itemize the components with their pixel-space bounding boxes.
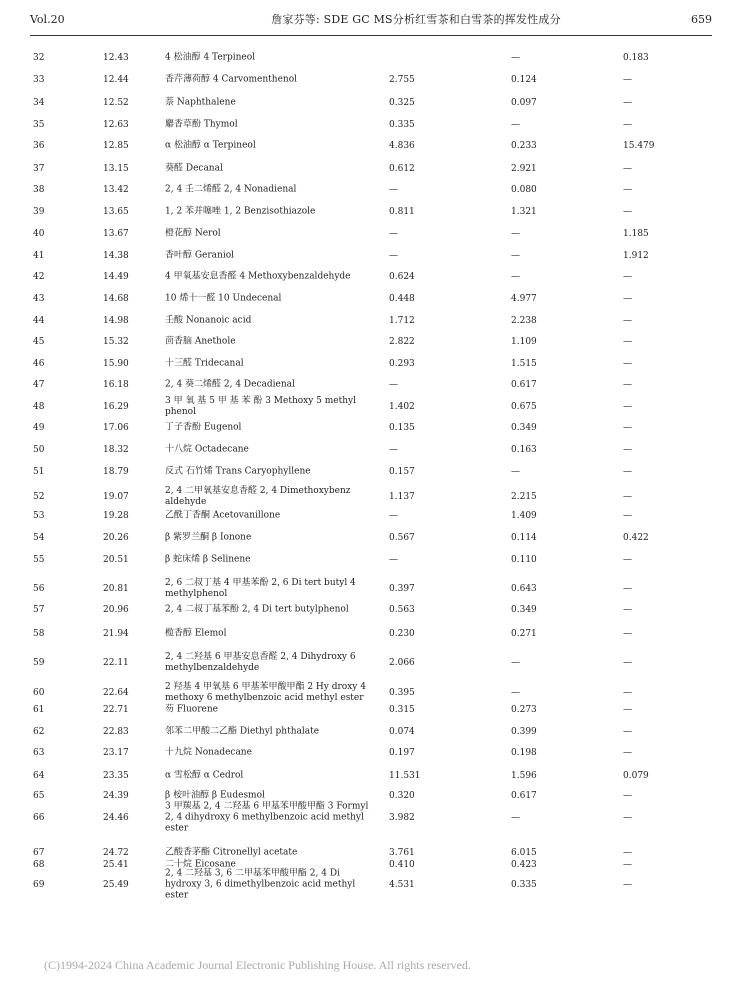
table-row (0, 117, 750, 133)
retention-time: 20.26 (103, 533, 129, 543)
relative-content-3: — (623, 359, 632, 369)
retention-time: 18.32 (103, 445, 129, 455)
relative-content-2: — (511, 688, 520, 698)
relative-content-2: — (511, 658, 520, 668)
compound-name: 1, 2 苯并噻唑 1, 2 Benzisothiazole (165, 206, 316, 217)
relative-content-3: — (623, 294, 632, 304)
table-row (0, 724, 750, 740)
compound-name: 4 甲氧基安息香醛 4 Methoxybenzaldehyde (165, 271, 351, 282)
relative-content-3: 0.422 (623, 533, 649, 543)
compound-number: 62 (33, 727, 45, 737)
relative-content-3: — (623, 727, 632, 737)
relative-content-1: 3.982 (389, 813, 415, 823)
copyright-footer: (C)1994-2024 China Academic Journal Electronic Publishing House. All rights reserved. (44, 958, 471, 972)
compound-name: β 蛇床烯 β Selinene (165, 554, 251, 565)
relative-content-3: — (623, 848, 632, 858)
table-row (0, 95, 750, 111)
table-row (0, 291, 750, 307)
compound-name: 十八烷 Octadecane (165, 444, 249, 455)
retention-time: 19.28 (103, 511, 129, 521)
relative-content-1: 0.315 (389, 705, 415, 715)
retention-time: 17.06 (103, 423, 129, 433)
relative-content-1: 0.612 (389, 164, 415, 174)
compound-number: 47 (33, 380, 45, 390)
compound-number: 67 (33, 848, 45, 858)
relative-content-3: — (623, 98, 632, 108)
compound-number: 66 (33, 813, 45, 823)
relative-content-2: — (511, 813, 520, 823)
relative-content-1: 0.410 (389, 860, 415, 870)
volume-label: Vol.20 (30, 12, 65, 26)
compound-number: 41 (33, 251, 45, 261)
relative-content-3: — (623, 658, 632, 668)
relative-content-1: 0.567 (389, 533, 415, 543)
retention-time: 22.64 (103, 688, 129, 698)
running-title: 詹家芬等: SDE GC MS分析红雪茶和白雪茶的挥发性成分 (271, 13, 561, 26)
relative-content-2: 0.080 (511, 185, 537, 195)
relative-content-3: 15.479 (623, 141, 655, 151)
relative-content-3: — (623, 185, 632, 195)
relative-content-3: 1.912 (623, 251, 649, 261)
retention-time: 12.43 (103, 53, 129, 63)
retention-time: 16.18 (103, 380, 129, 390)
relative-content-3: — (623, 316, 632, 326)
compound-number: 42 (33, 272, 45, 282)
compound-name: α 松油醇 α Terpineol (165, 140, 256, 151)
compound-number: 69 (33, 880, 45, 890)
table-row (0, 313, 750, 329)
compound-number: 45 (33, 337, 45, 347)
compound-name: 橙花醇 Nerol (165, 228, 221, 239)
compound-number: 55 (33, 555, 45, 565)
relative-content-3: — (623, 120, 632, 130)
relative-content-3: — (623, 467, 632, 477)
relative-content-2: 0.273 (511, 705, 537, 715)
compound-number: 54 (33, 533, 45, 543)
retention-time: 23.35 (103, 771, 129, 781)
compound-number: 60 (33, 688, 45, 698)
compound-number: 48 (33, 402, 45, 412)
table-row (0, 464, 750, 480)
relative-content-2: 0.335 (511, 880, 537, 890)
table-row (0, 702, 750, 718)
compound-name: 榄香醇 Elemol (165, 628, 227, 639)
page-number: 659 (691, 12, 712, 26)
compound-name: 十三醛 Tridecanal (165, 358, 244, 369)
relative-content-2: — (511, 467, 520, 477)
retention-time: 24.39 (103, 791, 129, 801)
relative-content-1: 0.135 (389, 423, 415, 433)
compound-name: 壬酸 Nonanoic acid (165, 315, 252, 326)
relative-content-2: 1.321 (511, 207, 537, 217)
relative-content-3: — (623, 688, 632, 698)
retention-time: 12.63 (103, 120, 129, 130)
relative-content-3: — (623, 605, 632, 615)
relative-content-3: — (623, 555, 632, 565)
relative-content-3: — (623, 748, 632, 758)
relative-content-2: 0.617 (511, 791, 537, 801)
relative-content-3: — (623, 337, 632, 347)
compound-name: β 紫罗兰酮 β Ionone (165, 532, 252, 543)
relative-content-1: 0.624 (389, 272, 415, 282)
table-row (0, 50, 750, 66)
page-header (30, 8, 712, 30)
table-row (0, 356, 750, 372)
retention-time: 22.11 (103, 658, 129, 668)
relative-content-3: — (623, 813, 632, 823)
compound-name: 十九烷 Nonadecane (165, 747, 252, 758)
relative-content-2: 1.409 (511, 511, 537, 521)
relative-content-3: — (623, 423, 632, 433)
retention-time: 20.96 (103, 605, 129, 615)
compound-number: 61 (33, 705, 45, 715)
retention-time: 15.32 (103, 337, 129, 347)
compound-name: 邻苯二甲酸二乙酯 Diethyl phthalate (165, 726, 320, 737)
compound-name: 反式 石竹烯 Trans Caryophyllene (165, 466, 311, 477)
retention-time: 23.17 (103, 748, 129, 758)
table-row (0, 226, 750, 242)
retention-time: 25.41 (103, 860, 129, 870)
retention-time: 18.79 (103, 467, 129, 477)
compound-number: 50 (33, 445, 45, 455)
relative-content-1: — (389, 229, 398, 239)
compound-name: 2, 4 二甲氧基安息香醛 2, 4 Dimethoxybenz aldehyde (165, 486, 351, 507)
relative-content-1: — (389, 555, 398, 565)
relative-content-1: 2.822 (389, 337, 415, 347)
compound-number: 57 (33, 605, 45, 615)
relative-content-2: 0.163 (511, 445, 537, 455)
compound-name: 麝香草酚 Thymol (165, 119, 238, 130)
table-row (0, 602, 750, 618)
retention-time: 14.38 (103, 251, 129, 261)
relative-content-2: 1.515 (511, 359, 537, 369)
table-row (0, 393, 750, 421)
relative-content-1: 0.157 (389, 467, 415, 477)
compound-name: 2, 6 二叔丁基 4 甲基苯酚 2, 6 Di tert butyl 4 methylphenol (165, 578, 356, 599)
compound-name: 2, 4 壬二烯醛 2, 4 Nonadienal (165, 184, 297, 195)
relative-content-2: 0.233 (511, 141, 537, 151)
relative-content-3: — (623, 75, 632, 85)
retention-time: 12.85 (103, 141, 129, 151)
retention-time: 22.83 (103, 727, 129, 737)
relative-content-1: 0.320 (389, 791, 415, 801)
table-row (0, 574, 750, 604)
relative-content-3: 0.079 (623, 771, 649, 781)
compound-number: 49 (33, 423, 45, 433)
compound-number: 44 (33, 316, 45, 326)
relative-content-1: 0.395 (389, 688, 415, 698)
table-row (0, 857, 750, 873)
relative-content-1: 2.066 (389, 658, 415, 668)
relative-content-3: — (623, 629, 632, 639)
compound-number: 53 (33, 511, 45, 521)
header-rule (30, 35, 712, 36)
relative-content-2: 1.596 (511, 771, 537, 781)
table-row (0, 377, 750, 393)
relative-content-1: 1.712 (389, 316, 415, 326)
relative-content-1: 0.335 (389, 120, 415, 130)
relative-content-1: 0.448 (389, 294, 415, 304)
table-row (0, 651, 750, 675)
relative-content-1: 4.531 (389, 880, 415, 890)
compound-number: 37 (33, 164, 45, 174)
compound-number: 46 (33, 359, 45, 369)
table-row (0, 334, 750, 350)
relative-content-3: — (623, 164, 632, 174)
compound-name: 乙酰丁香酮 Acetovanillone (165, 510, 281, 521)
relative-content-2: 0.271 (511, 629, 537, 639)
relative-content-1: 0.074 (389, 727, 415, 737)
compound-name: 3 甲 氧 基 5 甲 基 苯 酚 3 Methoxy 5 methyl phenol (165, 396, 357, 417)
retention-time: 13.65 (103, 207, 129, 217)
relative-content-2: 0.675 (511, 402, 537, 412)
compound-name: β 桉叶油醇 β Eudesmol (165, 790, 265, 801)
compound-number: 35 (33, 120, 45, 130)
compound-name: 茴香脑 Anethole (165, 336, 236, 347)
compound-name: 2, 4 二羟基 3, 6 二甲基苯甲酸甲酯 2, 4 Di hydroxy 3, 6 dimethylbenzoic acid methyl ester (165, 868, 356, 901)
relative-content-2: 0.399 (511, 727, 537, 737)
compound-number: 52 (33, 492, 45, 502)
relative-content-2: 2.238 (511, 316, 537, 326)
compound-number: 59 (33, 658, 45, 668)
table-row (0, 508, 750, 524)
retention-time: 12.52 (103, 98, 129, 108)
relative-content-2: 0.423 (511, 860, 537, 870)
relative-content-2: 0.114 (511, 533, 537, 543)
relative-content-2: 0.617 (511, 380, 537, 390)
relative-content-1: 0.397 (389, 584, 415, 594)
table-row (0, 138, 750, 154)
compound-number: 56 (33, 584, 45, 594)
retention-time: 25.49 (103, 880, 129, 890)
table-row (0, 420, 750, 436)
relative-content-1: 2.755 (389, 75, 415, 85)
relative-content-1: 0.293 (389, 359, 415, 369)
relative-content-3: — (623, 492, 632, 502)
relative-content-1: 0.325 (389, 98, 415, 108)
compound-number: 65 (33, 791, 45, 801)
relative-content-3: — (623, 380, 632, 390)
compound-name: 萘 Naphthalene (165, 97, 236, 108)
relative-content-2: 1.109 (511, 337, 537, 347)
compound-number: 58 (33, 629, 45, 639)
compound-name: 香芹薄荷醇 4 Carvomenthenol (165, 74, 297, 85)
compound-number: 68 (33, 860, 45, 870)
compound-name: 10 烯十一醛 10 Undecenal (165, 293, 282, 304)
compound-name: 2, 4 二叔丁基苯酚 2, 4 Di tert butylphenol (165, 604, 349, 615)
compound-number: 64 (33, 771, 45, 781)
table-row (0, 72, 750, 88)
retention-time: 13.67 (103, 229, 129, 239)
retention-time: 13.15 (103, 164, 129, 174)
relative-content-1: — (389, 251, 398, 261)
retention-time: 14.49 (103, 272, 129, 282)
table-row (0, 552, 750, 568)
compound-number: 43 (33, 294, 45, 304)
table-row (0, 484, 750, 510)
compound-name: 3 甲羰基 2, 4 二羟基 6 甲基苯甲酸甲酯 3 Formyl 2, 4 dihydroxy 6 methylbenzoic acid methyl ester (165, 801, 369, 834)
relative-content-2: 0.124 (511, 75, 537, 85)
retention-time: 12.44 (103, 75, 129, 85)
retention-time: 21.94 (103, 629, 129, 639)
relative-content-1: 1.402 (389, 402, 415, 412)
table-row (0, 248, 750, 264)
compound-name: α 雪松醇 α Cedrol (165, 770, 244, 781)
compound-number: 40 (33, 229, 45, 239)
relative-content-1: 0.563 (389, 605, 415, 615)
relative-content-1: 11.531 (389, 771, 421, 781)
compound-number: 36 (33, 141, 45, 151)
compound-number: 63 (33, 748, 45, 758)
relative-content-2: — (511, 272, 520, 282)
relative-content-2: 2.215 (511, 492, 537, 502)
relative-content-2: 0.097 (511, 98, 537, 108)
compound-name: 芴 Fluorene (165, 704, 218, 715)
relative-content-3: 1.185 (623, 229, 649, 239)
relative-content-3: — (623, 445, 632, 455)
table-row (0, 626, 750, 642)
compound-name: 2, 4 葵二烯醛 2, 4 Decadienal (165, 379, 295, 390)
relative-content-3: — (623, 511, 632, 521)
compound-number: 33 (33, 75, 45, 85)
retention-time: 15.90 (103, 359, 129, 369)
relative-content-1: 1.137 (389, 492, 415, 502)
compound-name: 香叶醇 Geraniol (165, 250, 235, 261)
relative-content-2: — (511, 120, 520, 130)
compound-name: 2 羟基 4 甲氧基 6 甲基苯甲酸甲酯 2 Hy droxy 4 methoxy 6 methylbenzoic acid methyl ester (165, 682, 366, 703)
table-row (0, 182, 750, 198)
relative-content-1: — (389, 185, 398, 195)
relative-content-3: — (623, 272, 632, 282)
relative-content-2: 6.015 (511, 848, 537, 858)
retention-time: 14.98 (103, 316, 129, 326)
compound-name: 丁子香酚 Eugenol (165, 422, 242, 433)
relative-content-2: — (511, 53, 520, 63)
relative-content-2: 0.643 (511, 584, 537, 594)
relative-content-3: — (623, 791, 632, 801)
table-row (0, 788, 750, 804)
relative-content-1: 4.836 (389, 141, 415, 151)
retention-time: 14.68 (103, 294, 129, 304)
table-row (0, 868, 750, 901)
retention-time: 20.81 (103, 584, 129, 594)
retention-time: 24.46 (103, 813, 129, 823)
relative-content-2: — (511, 251, 520, 261)
table-row (0, 442, 750, 458)
relative-content-3: — (623, 402, 632, 412)
relative-content-3: — (623, 584, 632, 594)
compound-name: 2, 4 二羟基 6 甲基安息香醛 2, 4 Dihydroxy 6 methylbenzaldehyde (165, 652, 356, 673)
retention-time: 19.07 (103, 492, 129, 502)
relative-content-2: 2.921 (511, 164, 537, 174)
compound-name: 葵醛 Decanal (165, 163, 223, 174)
retention-time: 22.71 (103, 705, 129, 715)
retention-time: 24.72 (103, 848, 129, 858)
relative-content-1: 0.197 (389, 748, 415, 758)
table-row (0, 801, 750, 834)
relative-content-3: — (623, 705, 632, 715)
compound-name: 4 松油醇 4 Terpineol (165, 52, 256, 63)
table-row (0, 269, 750, 285)
relative-content-1: 0.230 (389, 629, 415, 639)
table-row (0, 161, 750, 177)
relative-content-1: — (389, 380, 398, 390)
table-row (0, 204, 750, 220)
table-row (0, 768, 750, 784)
compound-number: 38 (33, 185, 45, 195)
retention-time: 20.51 (103, 555, 129, 565)
compound-number: 39 (33, 207, 45, 217)
relative-content-2: 0.110 (511, 555, 537, 565)
relative-content-3: — (623, 860, 632, 870)
relative-content-3: — (623, 207, 632, 217)
retention-time: 16.29 (103, 402, 129, 412)
relative-content-2: 0.349 (511, 605, 537, 615)
relative-content-1: 0.811 (389, 207, 415, 217)
table-row (0, 530, 750, 546)
relative-content-1: 3.761 (389, 848, 415, 858)
relative-content-3: — (623, 880, 632, 890)
compound-number: 51 (33, 467, 45, 477)
relative-content-2: 0.198 (511, 748, 537, 758)
relative-content-2: 0.349 (511, 423, 537, 433)
table-row (0, 745, 750, 761)
relative-content-3: 0.183 (623, 53, 649, 63)
compound-number: 34 (33, 98, 45, 108)
relative-content-2: — (511, 229, 520, 239)
compound-name: 乙酸香茅酯 Citronellyl acetate (165, 847, 298, 858)
retention-time: 13.42 (103, 185, 129, 195)
relative-content-2: 4.977 (511, 294, 537, 304)
relative-content-1: — (389, 511, 398, 521)
compound-name: 二十烷 Eicosane (165, 859, 236, 870)
relative-content-1: — (389, 445, 398, 455)
compound-number: 32 (33, 53, 45, 63)
